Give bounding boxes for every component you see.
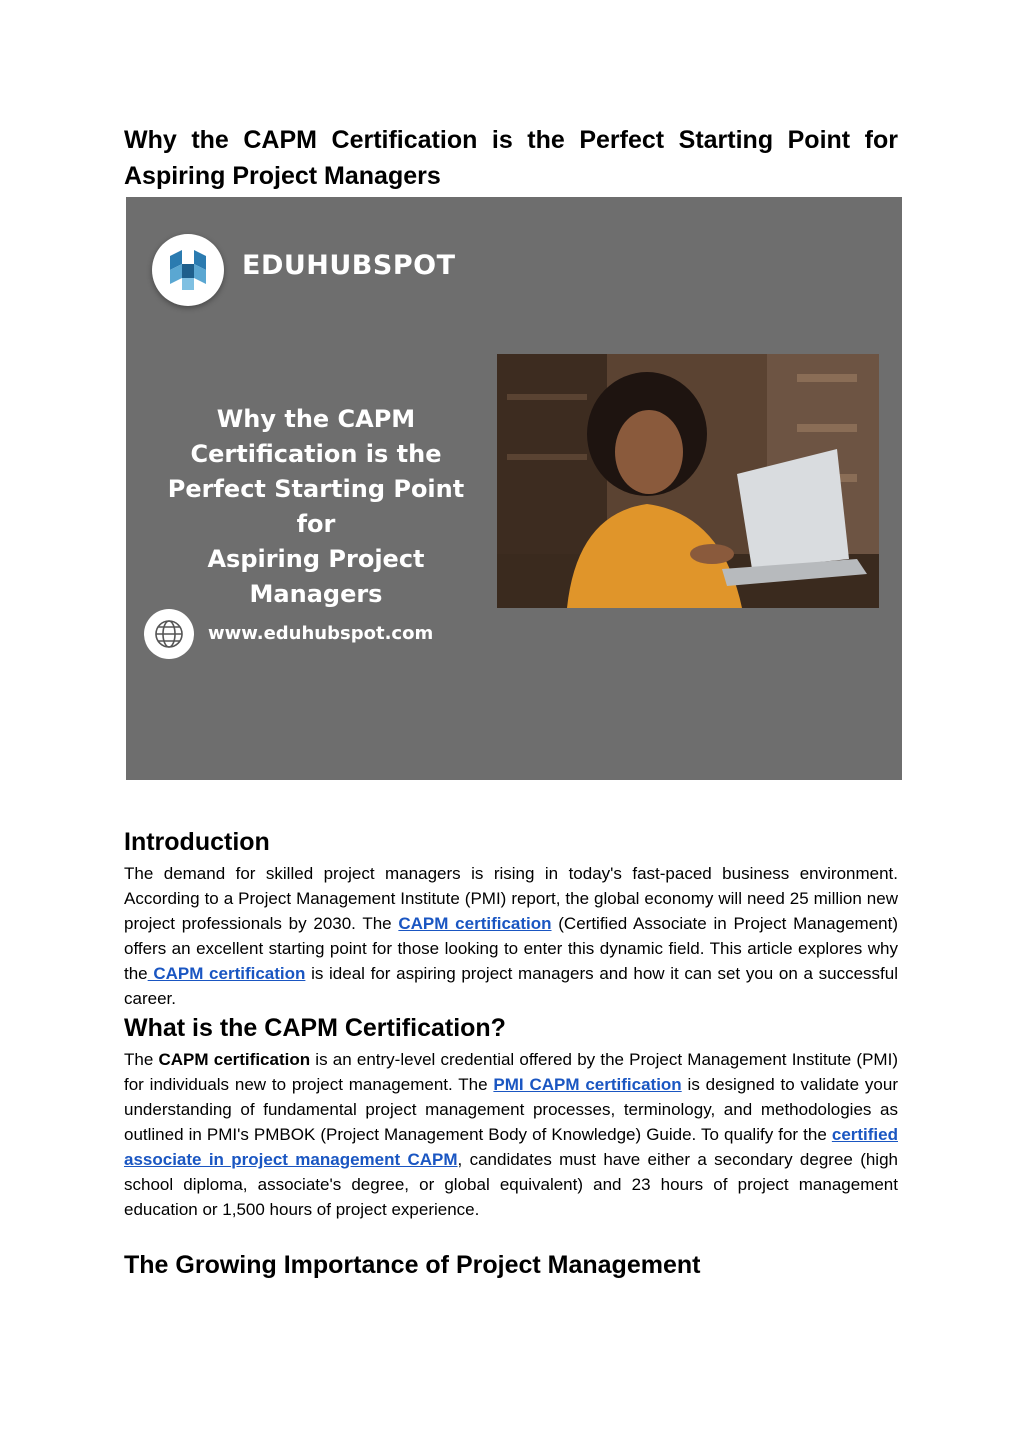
section-heading-introduction: Introduction bbox=[124, 828, 270, 856]
pmi-capm-certification-link[interactable]: PMI CAPM certification bbox=[493, 1075, 682, 1094]
globe-icon bbox=[153, 618, 185, 650]
what-is-text: is an entry-level credential offered by the Project Management Institute (PMI) for individuals new to project management. The bbox=[124, 1050, 898, 1094]
banner-heading-line: Certification is the bbox=[190, 440, 442, 468]
banner-heading bbox=[150, 402, 482, 612]
banner-heading-line: Why the CAPM bbox=[216, 405, 416, 433]
intro-text: The demand for skilled project managers is rising in today's fast-paced business environment. According to a Project Management Institute (PMI) report, the global economy will need 25 million new project professionals by 2030. The bbox=[124, 864, 898, 933]
section-heading-growing-importance: The Growing Importance of Project Management bbox=[124, 1251, 701, 1279]
banner-heading-line: Managers bbox=[249, 580, 383, 608]
intro-paragraph bbox=[124, 861, 898, 1011]
what-is-paragraph bbox=[124, 1047, 898, 1222]
page-title: Why the CAPM Certification is the Perfect Starting Point for Aspiring Project Managers bbox=[124, 126, 898, 190]
globe-badge bbox=[144, 609, 194, 659]
intro-text: is ideal for aspiring project managers and how it can set you on a successful career. bbox=[124, 964, 898, 1008]
banner-heading-line: Aspiring Project bbox=[207, 545, 425, 573]
logo-badge bbox=[152, 234, 224, 306]
featured-banner-image bbox=[126, 197, 902, 780]
woman-with-laptop-photo bbox=[497, 354, 879, 608]
section-heading-what-is-capm: What is the CAPM Certification? bbox=[124, 1014, 506, 1042]
what-is-text: , candidates must have either a secondary degree (high school diploma, associate's degree, or global equivalent) and 23 hours of project management education or 1,500 hours of project experience. bbox=[124, 1150, 898, 1219]
website-url: www.eduhubspot.com bbox=[208, 623, 434, 644]
capm-certification-link[interactable]: CAPM certification bbox=[398, 914, 552, 933]
brand-name: EDUHUBSPOT bbox=[242, 250, 456, 281]
capm-certification-link-2[interactable]: CAPM certification bbox=[147, 964, 306, 983]
eduhubspot-logo-icon bbox=[166, 248, 210, 292]
what-is-text: The bbox=[124, 1050, 159, 1069]
capm-keyword: CAPM certification bbox=[158, 1050, 311, 1069]
what-is-text: is designed to validate your understanding of fundamental project management processes, terminology, and methodologies as outlined in PMI's PMBOK (Project Management Body of Knowledge) Guide. To qualify for the bbox=[124, 1075, 898, 1144]
intro-text: (Certified Associate in Project Management) offers an excellent starting point for those looking to enter this dynamic field. This article explores why the bbox=[124, 914, 898, 983]
certified-associate-capm-link[interactable]: certified associate in project management CAPM bbox=[124, 1125, 898, 1169]
banner-heading-line: Perfect Starting Point for bbox=[167, 475, 465, 538]
